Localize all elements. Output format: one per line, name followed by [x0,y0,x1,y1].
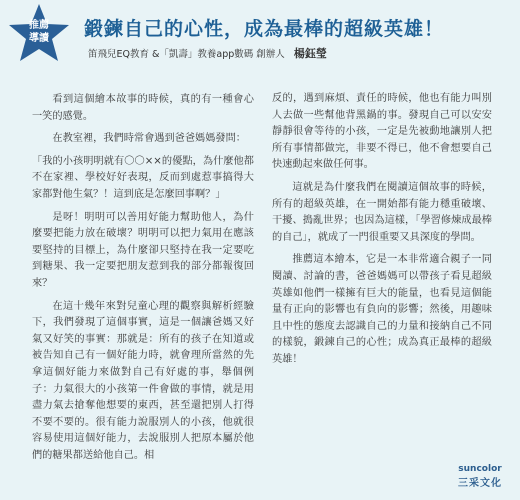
paragraph: 看到這個繪本故事的時候，真的有一種會心一笑的感覺。 [32,94,254,122]
publisher-logo [455,464,505,489]
right-column [272,91,492,375]
paragraph: 在教室裡，我們時常會遇到爸爸媽媽發問： [52,133,246,145]
paragraph: 推薦這本繪本，它是一本非常適合親子一同閱讀、討論的書，爸爸媽媽可以帶孩子看見超級英雄如他們一樣擁有巨大的能量，也看見這個能量有正向的影響也有負向的影響；然後，用趣味且中性的態度去認識自己的力量和接納自己不同的樣貌，鍛鍊自己的心性；成為真正最棒的超級英雄！ [272,254,492,365]
publisher-logo-en: suncolor [458,464,502,474]
quote-paragraph: 「我的小孩明明就有〇〇××的優點，為什麼他都不在家裡、學校好好表現，反而到處惹事搞得大家都對他生氣？！這到底是怎麼回事啊？」 [32,155,254,200]
paragraph: 是呀！明明可以善用好能力幫助他人，為什麼要把能力放在破壞？明明可以把力氣用在應該要堅持的目標上，為什麼卻只堅持在我一定要吃到糖果、我一定要把朋友惹到我的部分都報復回來？ [32,211,254,289]
badge-line-1: 推薦 [29,20,49,31]
paragraph: 反的，遇到麻煩、責任的時候，他也有能力叫別人去做一些幫他背黑鍋的事。發現自己可以安安靜靜很會等待的小孩，一定是先被動地讓別人把所有事情都做完，非要不得已，他不會想要自己快速動起來做任何事。 [272,93,492,171]
badge-line-2: 導讀 [29,33,49,44]
author-signature: 楊鈺瑩 [293,47,327,60]
byline [88,45,327,61]
paragraph: 這就是為什麼我們在閱讀這個故事的時候，所有的超級英雄，在一開始都有能力穩重破壞、干擾、搗亂世界；也因為這樣，「學習修煉成最棒的自己」，就成了一門很重要又具深度的學問。 [272,181,492,243]
publisher-logo-zh: 三采文化 [458,478,502,489]
recommend-badge [7,2,71,66]
badge-text [7,19,71,45]
paragraph: 在這十幾年來對兒童心理的觀察與解析經驗下，我們發現了這個事實，這是一個讓爸媽又好氣又好笑的事實：那就是：所有的孩子在知道或被告知自己有一個好能力時，就會理所當然的先拿這個好能力來做對自己有好處的事，舉個例子：力氣很大的小孩第一件會做的事情，就是用盡力氣去搶奪他想要的東西，甚至還把別人打得不要不要的。很有能力說服別人的小孩，他就很容易使用這個好能力，去說服別人把原本屬於他們的糖果都送給他自己。相 [32,300,254,461]
article-title: 鍛鍊自己的心性，成為最棒的超級英雄！ [84,18,445,40]
byline-text: 笛飛兒EQ教育 &「凱壽」教養app數碼 創辦人 [88,49,285,60]
left-column [32,92,254,470]
